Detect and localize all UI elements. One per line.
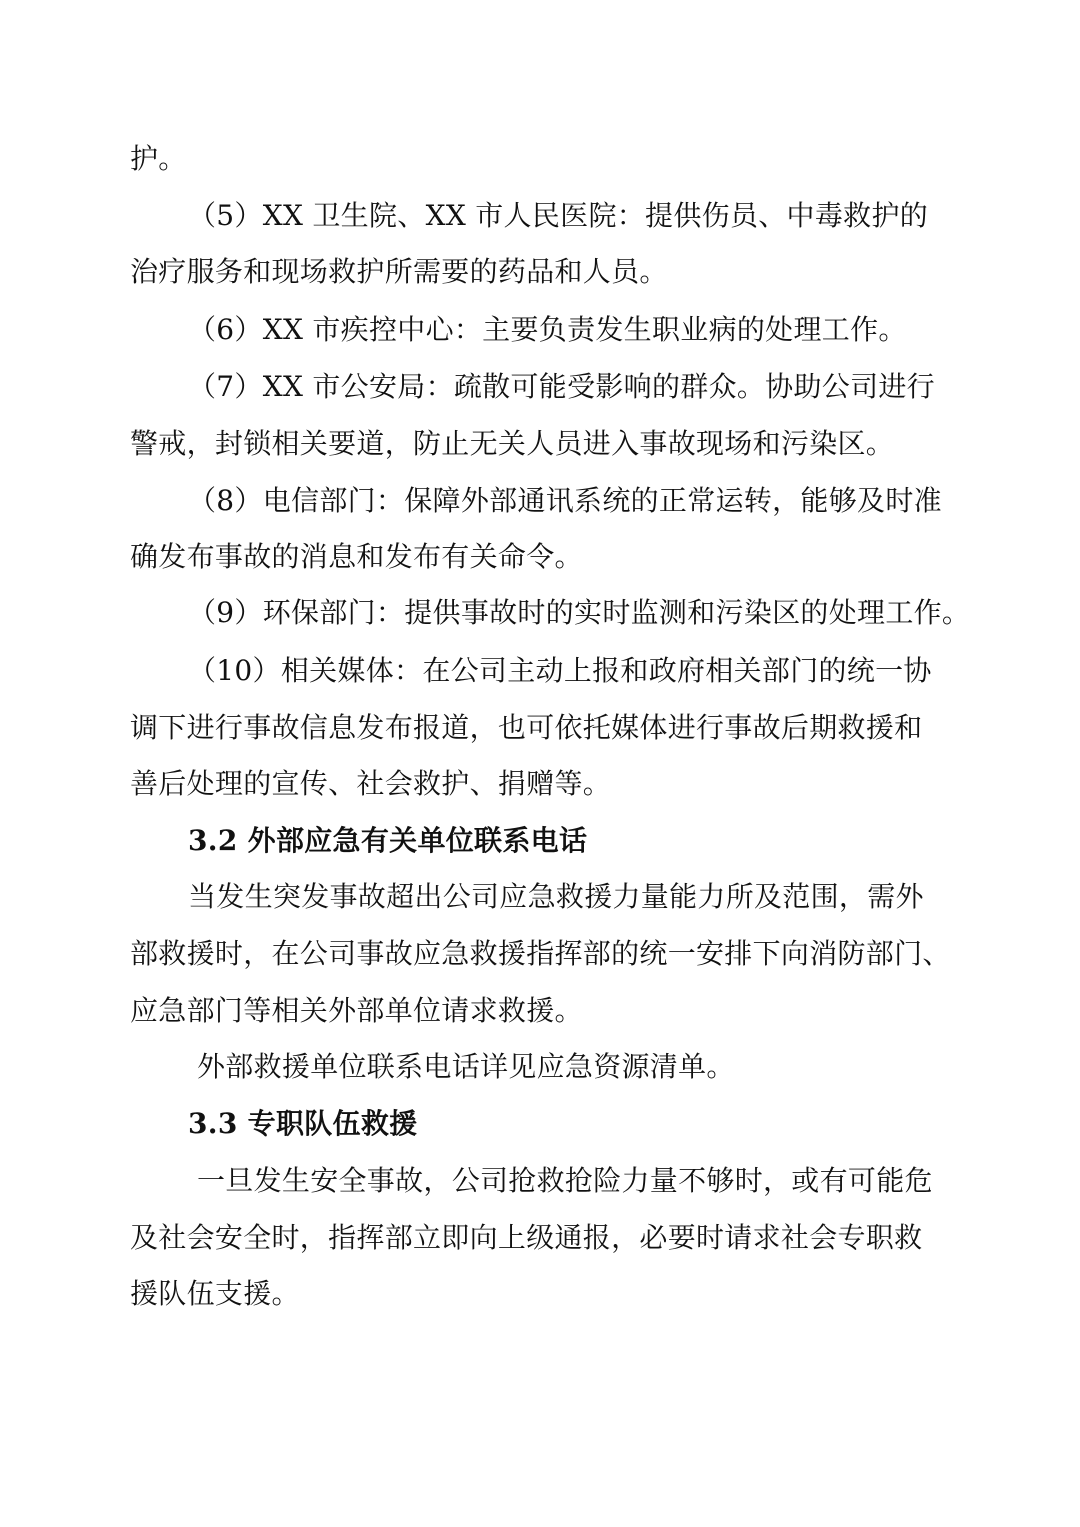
- paragraph-line: （6）XX 市疾控中心：主要负责发生职业病的处理工作。: [188, 313, 907, 346]
- paragraph-line: 援队伍支援。: [130, 1277, 300, 1310]
- paragraph-line: 护。: [130, 142, 187, 175]
- paragraph-line: 及社会安全时，指挥部立即向上级通报，必要时请求社会专职救: [130, 1221, 923, 1254]
- paragraph-line: 当发生突发事故超出公司应急救援力量能力所及范围，需外: [188, 880, 924, 913]
- paragraph-line: 治疗服务和现场救护所需要的药品和人员。: [130, 255, 668, 288]
- paragraph-line: 确发布事故的消息和发布有关命令。: [130, 540, 583, 573]
- paragraph-line: 警戒，封锁相关要道，防止无关人员进入事故现场和污染区。: [130, 427, 895, 460]
- paragraph-line: 调下进行事故信息发布报道，也可依托媒体进行事故后期救援和: [130, 711, 923, 744]
- paragraph-line: 部救援时，在公司事故应急救援指挥部的统一安排下向消防部门、: [130, 937, 951, 970]
- paragraph-line: （8）电信部门：保障外部通讯系统的正常运转，能够及时准: [188, 484, 942, 517]
- section-heading-3-3: 3.3 专职队伍救援: [188, 1107, 418, 1140]
- paragraph-line: （7）XX 市公安局：疏散可能受影响的群众。协助公司进行: [188, 370, 935, 403]
- paragraph-line: 一旦发生安全事故，公司抢救抢险力量不够时，或有可能危: [197, 1164, 933, 1197]
- paragraph-line: （9）环保部门：提供事故时的实时监测和污染区的处理工作。: [188, 596, 971, 629]
- paragraph-line: 善后处理的宣传、社会救护、捐赠等。: [130, 767, 612, 800]
- paragraph-line: （5）XX 卫生院、XX 市人民医院：提供伤员、中毒救护的: [188, 199, 929, 232]
- paragraph-line: （10）相关媒体：在公司主动上报和政府相关部门的统一协: [188, 654, 932, 687]
- paragraph-line: 外部救援单位联系电话详见应急资源清单。: [197, 1050, 735, 1083]
- paragraph-line: 应急部门等相关外部单位请求救援。: [130, 994, 583, 1027]
- section-heading-3-2: 3.2 外部应急有关单位联系电话: [188, 824, 588, 857]
